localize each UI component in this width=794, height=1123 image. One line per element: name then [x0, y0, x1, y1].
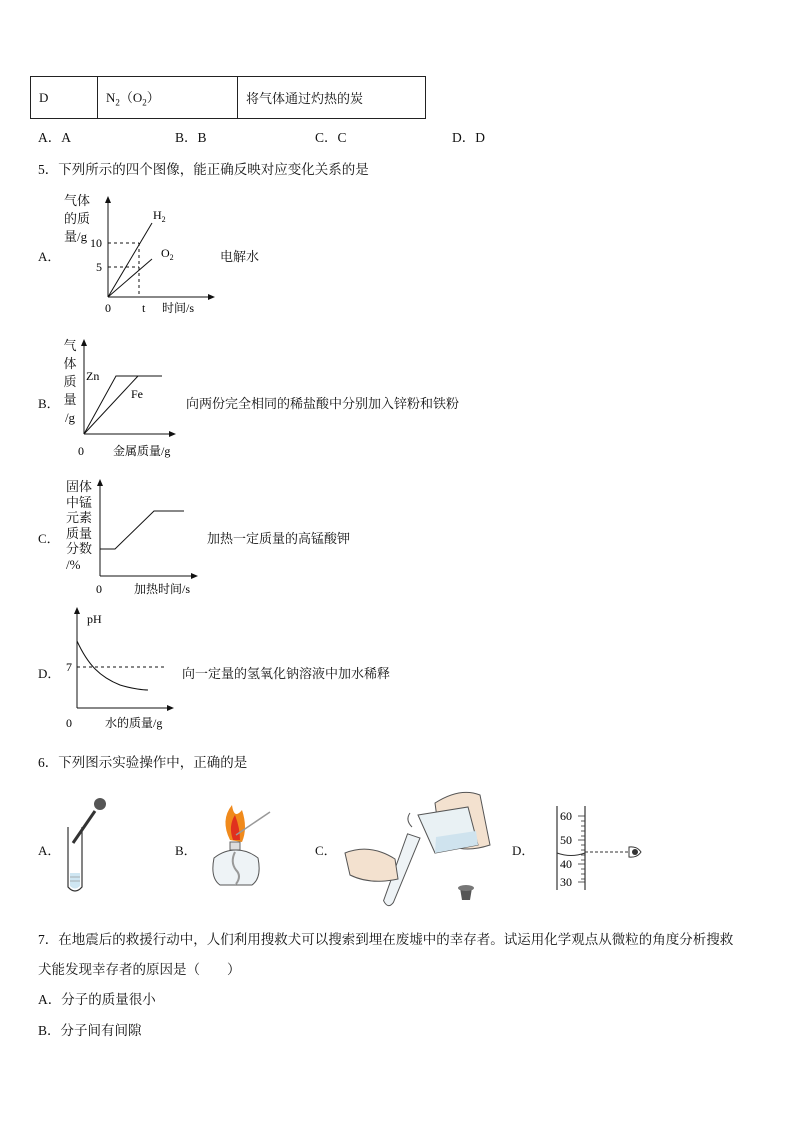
- q5-c-graph: [94, 478, 209, 598]
- dropper-into-tube-image: [60, 795, 110, 900]
- mark-40: 40: [560, 857, 572, 871]
- q4-choice-a: A．A: [38, 130, 71, 145]
- series-fe: Fe: [131, 387, 143, 401]
- q6-a-letter: A．: [38, 843, 61, 858]
- q6-b-letter: B．: [175, 843, 197, 858]
- q7-option-a: A．分子的质量很小: [38, 992, 156, 1007]
- x-label: 水的质量/g: [105, 716, 163, 730]
- q7-line2: 犬能发现幸存者的原因是（ ）: [38, 962, 241, 977]
- y-axis-arrow-icon: [81, 339, 87, 346]
- x-label: 金属质量/g: [113, 444, 171, 458]
- q4-choice-d: D．D: [452, 130, 485, 145]
- tick-10: 10: [90, 236, 102, 250]
- y-label: pH: [87, 612, 102, 626]
- q5-a-graph: [85, 195, 220, 320]
- q4-choice-b: B．B: [175, 130, 207, 145]
- series-h2: $H_2$: [153, 208, 166, 224]
- table-row: [31, 77, 426, 119]
- x-label: 时间/s: [162, 301, 195, 315]
- origin-label: 0: [96, 582, 102, 596]
- origin-label: 0: [78, 444, 84, 458]
- q5-b-caption: 向两份完全相同的稀盐酸中分别加入锌粉和铁粉: [186, 396, 460, 411]
- x-axis-arrow-icon: [208, 294, 215, 300]
- series-zn: Zn: [86, 369, 100, 383]
- y-axis-arrow-icon: [105, 196, 111, 203]
- q6-stem: 6．下列图示实验操作中，正确的是: [38, 755, 248, 770]
- q5-d-graph: [58, 605, 183, 735]
- origin-label: 0: [105, 301, 111, 315]
- table-cell-option: D: [31, 77, 98, 119]
- q6-d-letter: D．: [512, 843, 535, 858]
- mark-60: 60: [560, 809, 572, 823]
- x-axis-arrow-icon: [169, 431, 176, 437]
- q4-choice-c: C．C: [315, 130, 347, 145]
- q5-d-letter: D．: [38, 666, 61, 681]
- q5-a-caption: 电解水: [220, 249, 260, 264]
- q5-c-ylabel: 固体 中锰 元素 质量 分数 /%: [66, 479, 93, 572]
- q7-option-b: B．分子间有间隙: [38, 1023, 142, 1038]
- x-label: 加热时间/s: [134, 582, 191, 596]
- mark-30: 30: [560, 875, 572, 889]
- q7-line1: 7．在地震后的救援行动中，人们利用搜救犬可以搜索到埋在废墟中的幸存者。试运用化学观点从微粒的角度分析搜救: [38, 932, 734, 947]
- x-axis-arrow-icon: [167, 705, 174, 711]
- options-table: [30, 76, 426, 119]
- mark-50: 50: [560, 833, 572, 847]
- tick-7: 7: [66, 660, 72, 674]
- q5-c-caption: 加热一定质量的高锰酸钾: [207, 531, 351, 546]
- graduated-cylinder-image: [545, 802, 655, 894]
- q5-b-ylabel: 气 体 质 量 /g: [63, 338, 77, 425]
- q5-d-caption: 向一定量的氢氧化钠溶液中加水稀释: [182, 666, 391, 681]
- q5-a-letter: A．: [38, 249, 61, 264]
- ph-curve: [77, 641, 148, 690]
- x-axis-arrow-icon: [191, 573, 198, 579]
- y-axis-arrow-icon: [97, 479, 103, 486]
- series-o2: $O_2$: [161, 246, 174, 262]
- q5-b-letter: B．: [38, 396, 60, 411]
- tick-5: 5: [96, 260, 102, 274]
- zn-line: [84, 376, 162, 434]
- mn-line: [100, 511, 184, 549]
- h2-line: [108, 223, 152, 297]
- q6-c-letter: C．: [315, 843, 337, 858]
- q5-a-ylabel: 气体 的质 量/g: [64, 193, 91, 244]
- pouring-liquid-image: [340, 785, 495, 915]
- origin-label: 0: [66, 716, 72, 730]
- alcohol-lamp-image: [200, 800, 280, 895]
- q5-c-letter: C．: [38, 531, 60, 546]
- table-cell-substance: $N_2(O_2)$: [98, 77, 238, 119]
- q5-b-graph: [76, 338, 186, 463]
- y-axis-arrow-icon: [74, 607, 80, 614]
- o2-line: [108, 259, 152, 297]
- q5-stem: 5．下列所示的四个图像，能正确反映对应变化关系的是: [38, 162, 369, 177]
- tick-t: t: [142, 301, 146, 315]
- table-cell-method: 将气体通过灼热的炭: [238, 77, 426, 119]
